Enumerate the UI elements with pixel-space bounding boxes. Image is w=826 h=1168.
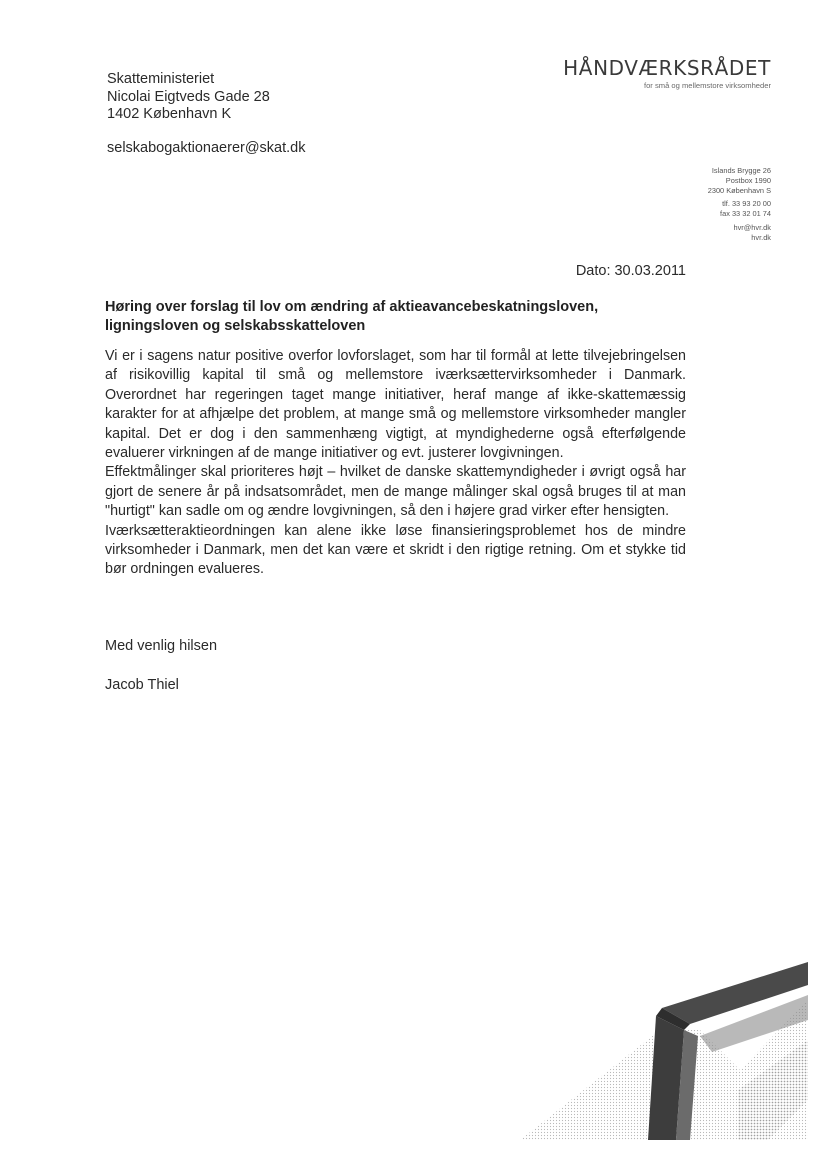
signature-name: Jacob Thiel (105, 677, 179, 693)
body-paragraph: Iværksætteraktieordningen kan alene ikke løse finansieringsproblemet hos de mindre virksomheder i Danmark, men det kan være et skridt i den rigtige retning. Om et stykke tid bør ordningen evalueres. (105, 522, 686, 578)
letter-date: Dato: 30.03.2011 (575, 263, 686, 279)
sender-address-line: Islands Brygge 26 (711, 166, 771, 175)
sender-contact-block (708, 166, 771, 243)
recipient-email: selskabogaktionaerer@skat.dk (107, 140, 306, 156)
sender-address-line: Postbox 1990 (725, 175, 771, 185)
closing-salutation: Med venlig hilsen (105, 638, 218, 654)
recipient-name: Skatteministeriet (107, 71, 215, 87)
logo-tagline: for små og mellemstore virksomheder (643, 81, 771, 90)
letter-subject: Høring over forslag til lov om ændring af aktieavancebeskatningsloven, ligningsloven og selskabsskatteloven (105, 299, 599, 334)
recipient-street: Nicolai Eigtveds Gade 28 (107, 88, 270, 105)
sender-address-line: 2300 København S (707, 185, 771, 195)
letter-body (105, 347, 686, 580)
sender-phone: tlf. 33 93 20 00 (722, 199, 771, 209)
sender-web: hvr.dk (751, 232, 771, 242)
body-paragraph: Effektmålinger skal prioriteres højt – hvilket de danske skattemyndigheder i øvrigt også har gjort de senere år på indsatsområdet, men de mange målinger skal også bruges til at man "hurtigt" kan sadle om og ændre lovgivningen, så den i højere grad virker efter hensigten. (105, 464, 686, 520)
sender-fax: fax 33 32 01 74 (720, 209, 771, 219)
body-paragraph: Vi er i sagens natur positive overfor lovforslaget, som har til formål at lette tilvejebringelsen af risikovillig kapital til små og mellemstore iværksættervirksomheder i Danmark. Overordnet har regeringen taget mange initiativer, heraf mange af ikke-skattemæssig karakter for at afhjælpe det problem, at mange små og mellemstore virksomheder mangler kapital. Det er dog i den sammenhæng vigtigt, at myndighederne også efterfølgende evaluerer virkningen af de mange initiativer og evt. justerer lovgivningen. (105, 348, 686, 462)
logo-name: HÅNDVÆRKSRÅDET (563, 56, 771, 80)
sender-logo (555, 56, 771, 90)
recipient-address (107, 71, 270, 124)
sender-email: hvr@hvr.dk (733, 222, 771, 232)
recipient-city: 1402 København K (107, 106, 232, 122)
